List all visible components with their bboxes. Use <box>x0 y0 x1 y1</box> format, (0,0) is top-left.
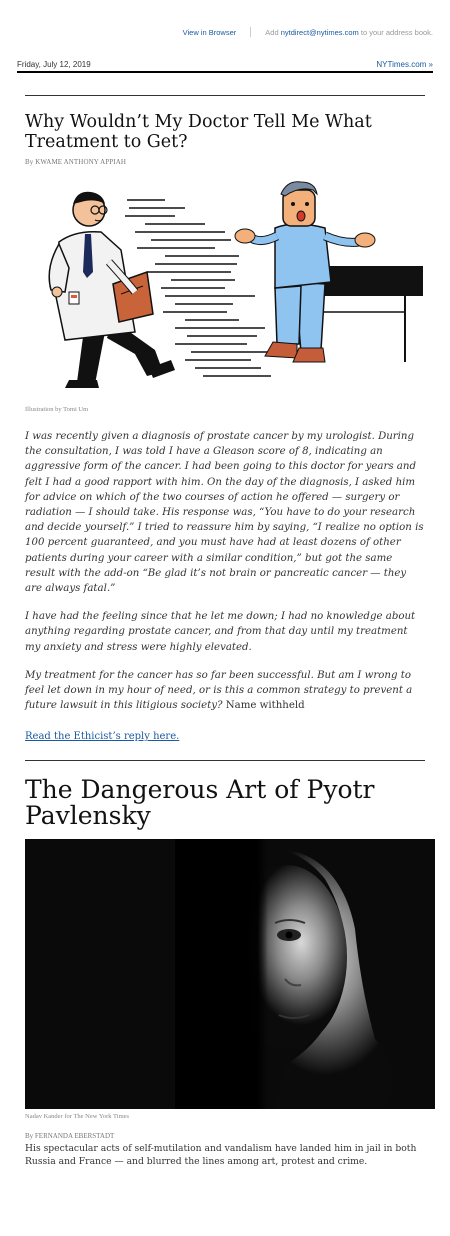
body-paragraph: I was recently given a diagnosis of prostate cancer by my urologist. During the consultation, I was told I have a Gleason score of 8, indicating an aggressive form of the cancer. I had been going to this doctor for years and felt I had a good rapport with him. On the day of the diagnosis, I asked him for advice on which of the two courses of action he offered — surgery or radiation — I should take. His response was, “You have to do your research and decide yourself.” I tried to reassure him by saying, “I realize no option is 100 percent guaranteed, and you must have had at least dozens of other patients during your career with a similar condition,” but got the same result with the add-on “Be glad it’s not brain or pancreatic cancer — they are always fatal.” <box>25 431 424 595</box>
add-prefix: Add <box>265 27 281 37</box>
signoff: Name withheld <box>222 700 305 712</box>
doctor-figure <box>49 192 175 388</box>
section-divider <box>25 95 425 96</box>
doctor-patient-illustration[interactable] <box>25 172 433 402</box>
article-body <box>25 429 425 713</box>
add-suffix: to your address book. <box>358 27 433 37</box>
body-paragraph: I have had the feeling since that he let me down; I had no knowledge about anything regarding prostate cancer, and from that day until my treatment my anxiety and stress were highly elevated. <box>25 611 416 653</box>
body-paragraph-last <box>25 668 425 714</box>
article-summary: His spectacular acts of self-mutilation and vandalism have landed him in jail in both Russia and France — and blurred the lines among art, protest and crime. <box>25 1143 417 1168</box>
address-book-note <box>265 28 433 37</box>
article-headline[interactable]: The Dangerous Art of Pyotr Pavlensky <box>25 775 375 831</box>
divider <box>250 27 251 37</box>
illustration-credit: Illustration by Tomi Um <box>25 406 89 413</box>
utility-bar <box>17 0 433 60</box>
article-pavlensky <box>17 777 433 1168</box>
photo-credit: Nadav Kander for The New York Times <box>25 1113 130 1121</box>
section-divider <box>25 760 425 761</box>
date-strip <box>17 60 433 73</box>
portrait-photo[interactable] <box>25 839 435 1109</box>
article-byline: By FERNANDA EBERSTADT <box>25 1132 115 1141</box>
article-ethicist <box>17 112 433 760</box>
nytimes-link[interactable]: NYTimes.com » <box>376 60 433 69</box>
article-byline: By KWAME ANTHONY APPIAH <box>25 158 127 166</box>
read-reply-link[interactable]: Read the Ethicist’s reply here. <box>25 731 180 743</box>
last-paragraph-text: My treatment for the cancer has so far been successful. But am I wrong to feel let down in my hour of need, or is this a common strategy to prevent a future lawsuit in this litigious society? <box>25 669 413 712</box>
view-in-browser-link[interactable]: View in Browser <box>182 27 237 37</box>
article-headline[interactable]: Why Wouldn’t My Doctor Tell Me What Treatment to Get? <box>25 112 372 152</box>
email-link[interactable]: nytdirect@nytimes.com <box>280 27 359 37</box>
issue-date: Friday, July 12, 2019 <box>17 60 91 69</box>
